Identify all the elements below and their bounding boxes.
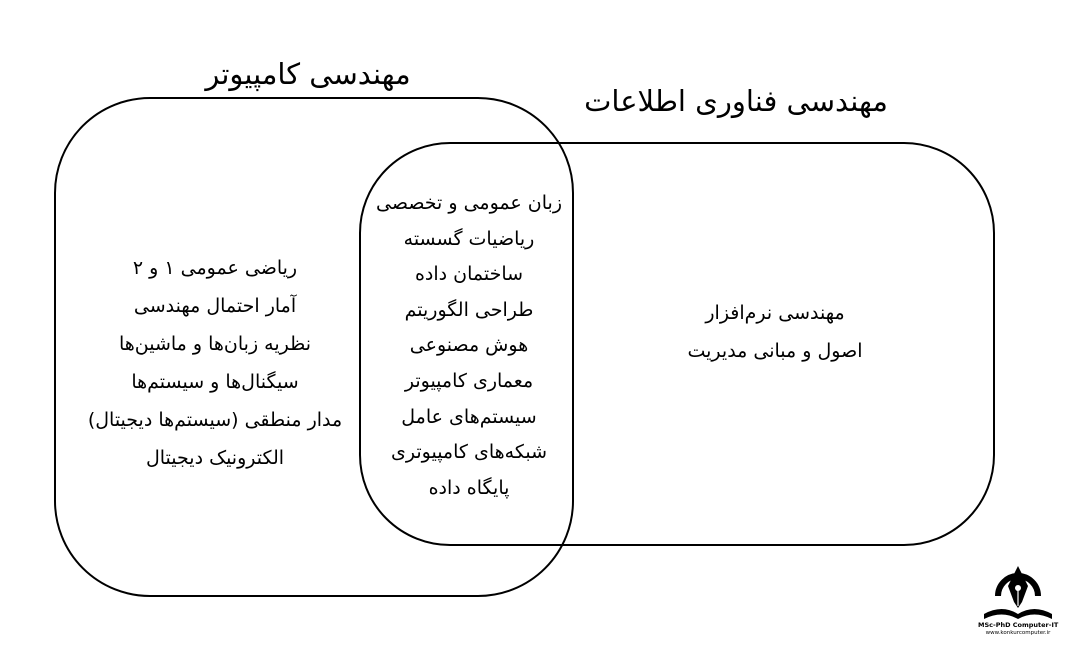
course-item: هوش مصنوعی: [409, 334, 529, 357]
course-item: ساختمان داده: [414, 263, 524, 286]
information-technology-title: مهندسی فناوری اطلاعات: [584, 84, 888, 118]
course-item: آمار احتمال مهندسی: [133, 295, 297, 317]
logo-website: www.konkurcomputer.ir: [985, 630, 1051, 636]
computer-engineering-only-courses: [60, 249, 370, 477]
course-item: مدار منطقی (سیستم‌ها دیجیتال): [87, 409, 343, 431]
course-item: زبان عمومی و تخصصی: [376, 192, 562, 214]
course-item: سیگنال‌ها و سیستم‌ها: [131, 371, 299, 393]
course-item: شبکه‌های کامپیوتری: [391, 441, 547, 464]
course-item: سیستم‌های عامل: [401, 405, 537, 428]
information-technology-only-courses: [650, 294, 900, 370]
course-item: مهندسی نرم‌افزار: [705, 302, 845, 324]
course-item: معماری کامپیوتر: [404, 369, 534, 392]
course-item: الکترونیک دیجیتال: [145, 447, 285, 469]
shared-courses: [362, 186, 576, 506]
course-item: اصول و مبانی مدیریت: [687, 340, 863, 362]
course-item: ریاضی عمومی ۱ و ۲: [132, 257, 298, 279]
course-item: پایگاه داده: [428, 476, 510, 499]
course-item: طراحی الگوریتم: [404, 298, 534, 321]
course-item: ریاضیات گسسته: [403, 227, 535, 250]
computer-engineering-title: مهندسی کامپیوتر: [205, 57, 411, 91]
logo-caption: MSc-PhD Computer-IT: [978, 621, 1059, 629]
course-item: نظریه زبان‌ها و ماشین‌ها: [118, 333, 312, 355]
